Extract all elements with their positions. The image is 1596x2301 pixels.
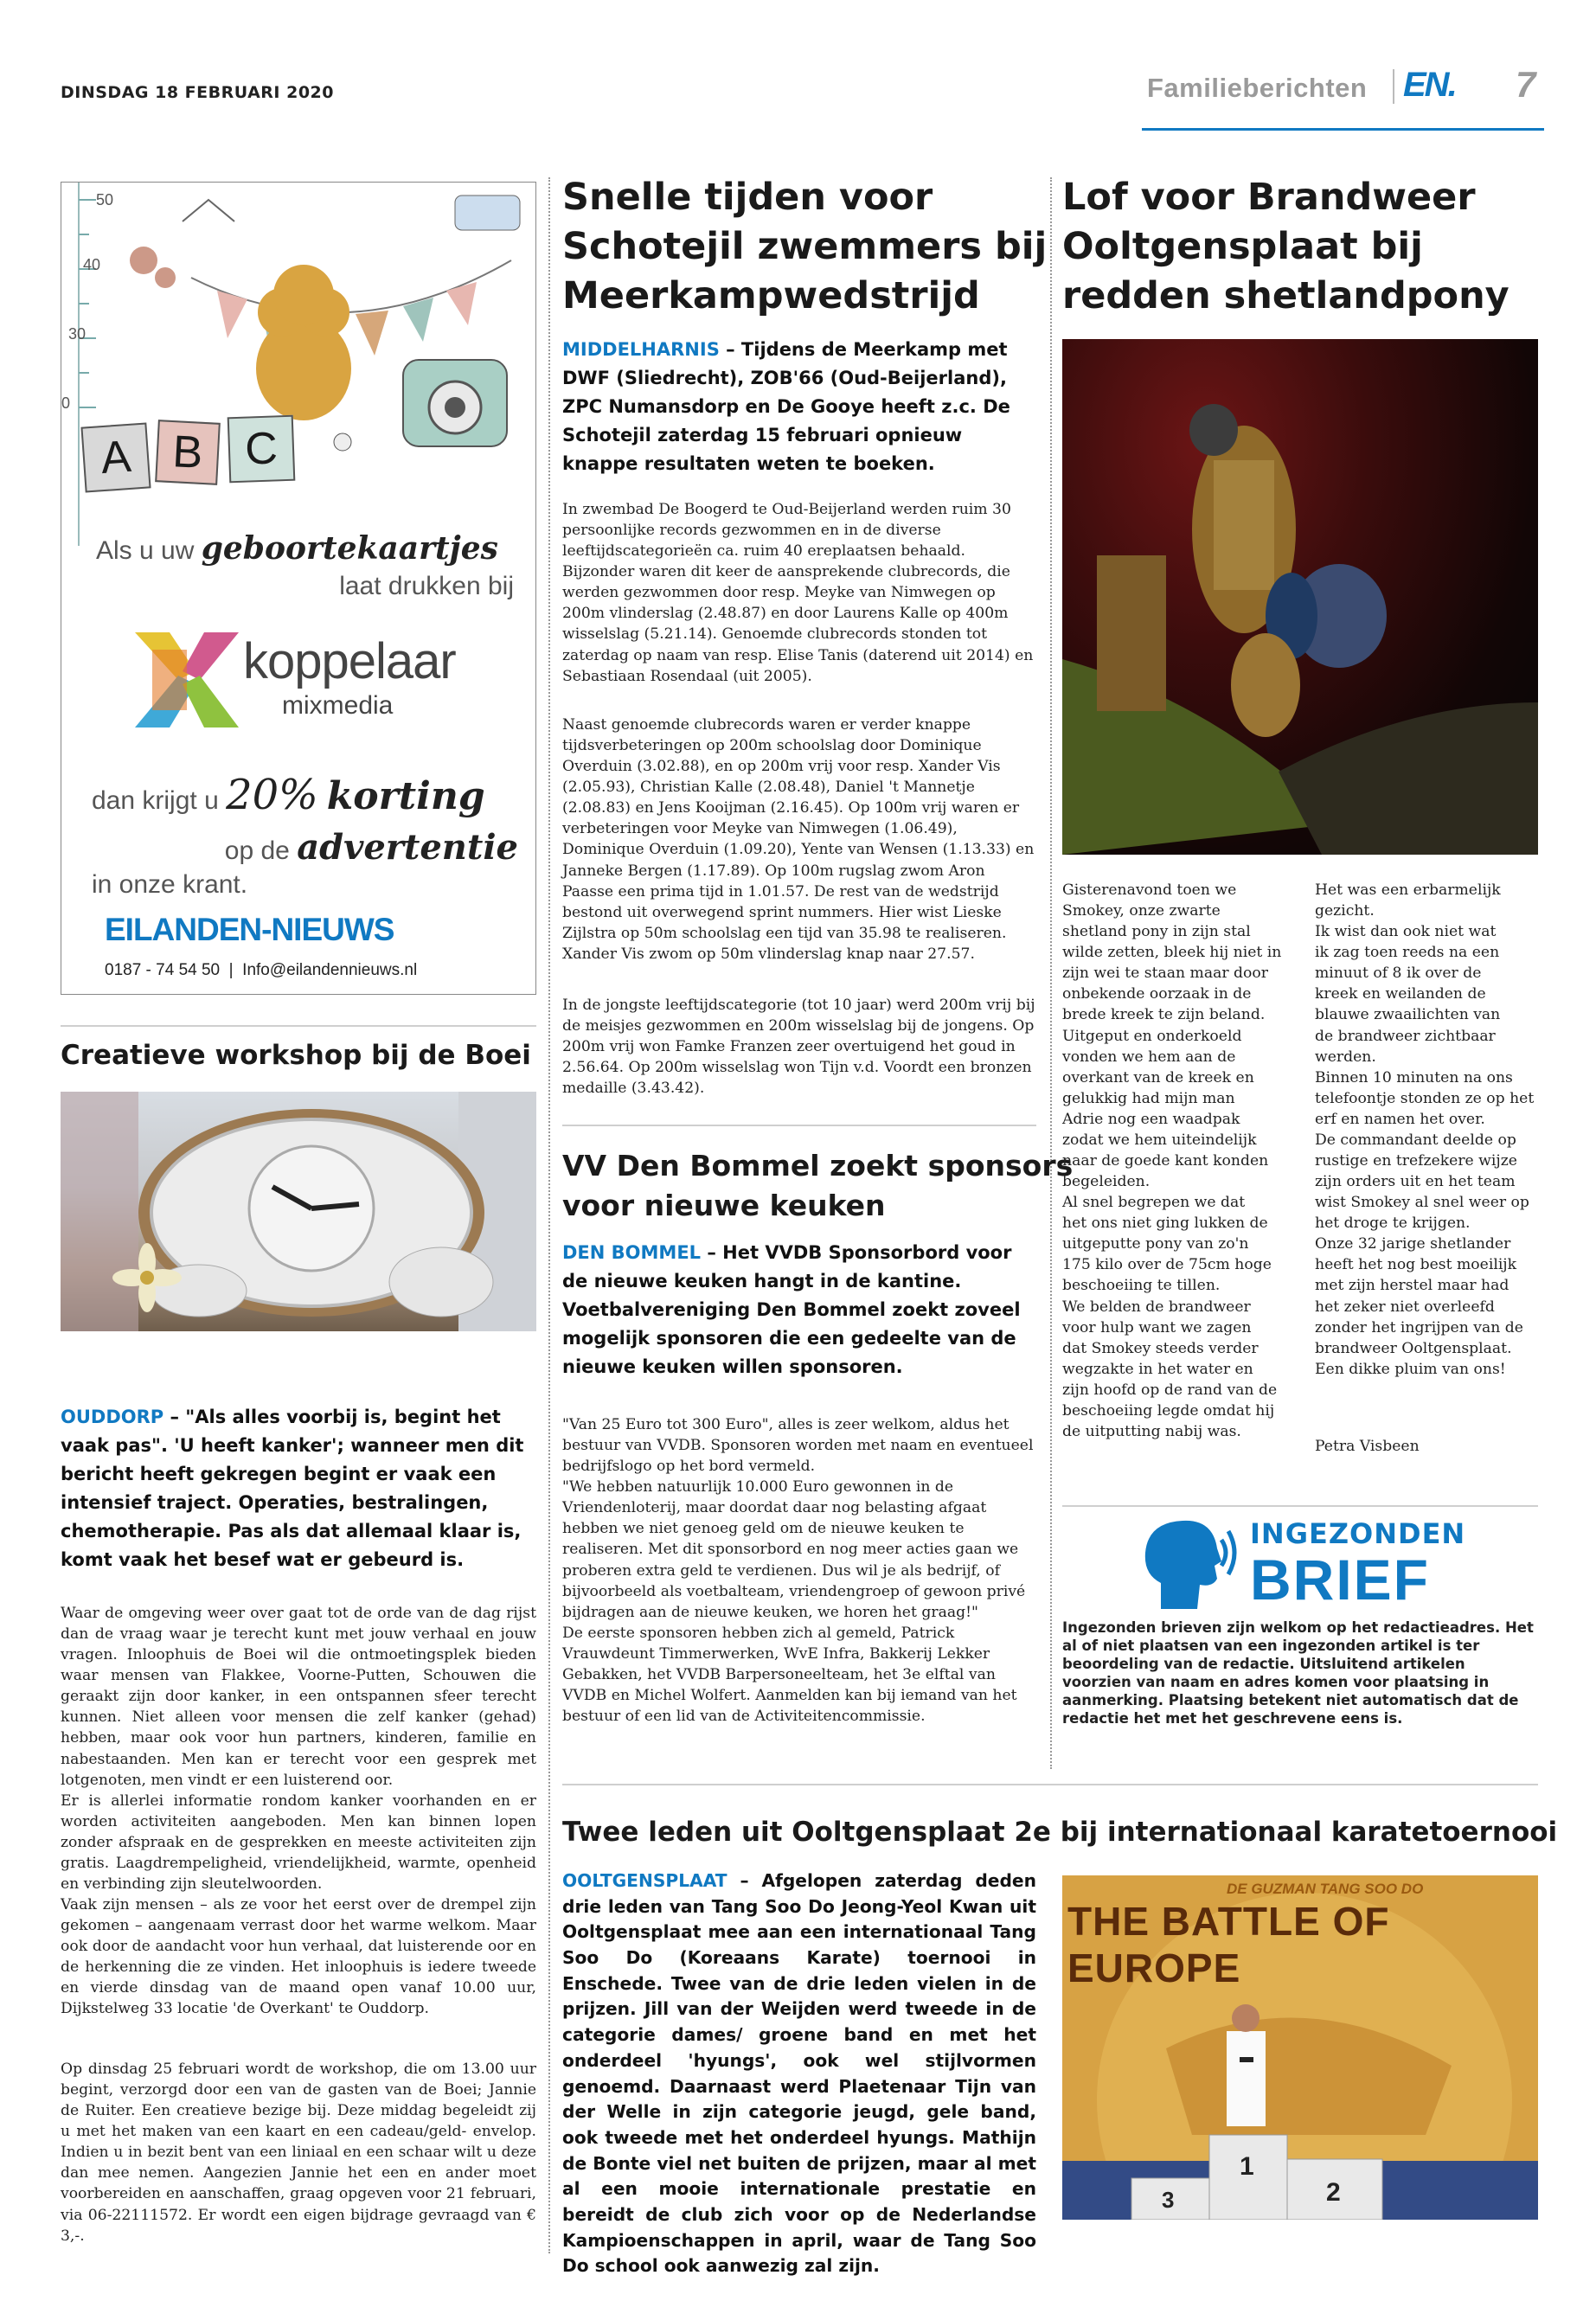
swim-lead-text: – Tijdens de Meerkamp met DWF (Sliedrecht), ZOB'66 (Oud-Beijerland), ZPC Numansdorp en De Gooye heeft z.c. De Schotejil zaterdag 15 februari opnieuw knappe resultaten weten te boeken. — [562, 339, 1010, 474]
pony-rescue-photo — [1062, 339, 1538, 855]
karate-place: OOLTGENSPLAAT — [562, 1870, 727, 1891]
workshop-body-2: Op dinsdag 25 februari wordt de workshop, die om 13.00 uur begint, verzorgd door een van de gasten van de Boei; Jannie de Ruiter. Een creatieve bezige bij. Deze middag begeleidt zij u met het maken van een kaart en een cadeau/geld- envelop. Indien u in bezit bent van een liniaal en een schaar wilt u deze dan mee nemen. Aangezien Jannie het een en ander moet voorbereiden en aanschaffen, graag opgeven voor 21 februari, via 06-22111572. Er wordt een eigen bijdrage gevraagd van € 3,-. — [61, 2061, 536, 2245]
podium-place-1: 1 — [1240, 2152, 1254, 2181]
ad-brand-name: koppelaar — [243, 633, 456, 689]
pony-headline-line1: Lof voor Brandweer — [1062, 176, 1476, 219]
koppelaar-logo-icon — [135, 632, 239, 727]
letters-label-big: BRIEF — [1250, 1548, 1430, 1612]
bommel-headline-line1: VV Den Bommel zoekt sponsors — [562, 1149, 1074, 1183]
ad-contact: 0187 - 74 54 50 | Info@eilandennieuws.nl — [105, 961, 418, 979]
letters-disclaimer: Ingezonden brieven zijn welkom op het redactieadres. Het al of niet plaatsen van een ingezonden artikel is ter beoordeling van de redactie. Uitsluitend artikelen voorzien van naam en adres komen voor plaatsing in aanmerking. Plaatsing betekent niet automatisch dat de redactie het met het geschrevene eens is. — [1062, 1619, 1534, 1727]
workshop-lead-text: – "Als alles voorbij is, begint het vaak pas". 'U heeft kanker'; wanneer men dit bericht heeft gekregen begint er vaak een intensief traject. Operaties, bestralingen, chemotherapie. Pas als dat allemaal klaar is, komt vaak het besef wat er gebeurd is. — [61, 1407, 524, 1570]
ad-discount-word: korting — [326, 774, 485, 818]
bommel-lead — [562, 1239, 1036, 1381]
bommel-headline-line2: voor nieuwe keuken — [562, 1188, 886, 1222]
issue-date: DINSDAG 18 FEBRUARI 2020 — [61, 83, 334, 102]
ad-discount-line3: in onze krant. — [92, 870, 248, 899]
bommel-body: "Van 25 Euro tot 300 Euro", alles is zeer welkom, aldus het bestuur van VVDB. Sponsoren worden met naam en eventueel bedrijfslogo op het bord vermeld. "We hebben natuurlijk 10.000 Euro gewonnen in de Vriendenloterij, maar doordat daar nog belasting afgaat hebben we niet genoeg geld om de nieuwe keuken te realiseren. Met dit sponsorbord en nog meer acties gaan we proberen extra geld te verdienen. Dus wil je als bedrijf, of bijvoorbeeld als voetbalteam, vriendengroep of gewoon privé bijdragen aan de nieuwe keuken, we horen het graag!" De eerste sponsoren hebben zich al gemeld, Patrick Vrauwdeunt Timmerwerken, WvE Infra, Bakkerij Lekker Gebakken, het VVDB Barpersoneelteam, het 3e elftal van VVDB en Michel Wolfert. Aanmelden kan bij iemand van het bestuur of een lid van de Activiteitencommissie. — [562, 1416, 1034, 1726]
column-divider-right — [1050, 177, 1052, 1769]
swim-lead — [562, 336, 1036, 478]
ad-letter-block-b: B — [155, 420, 221, 485]
karate-lead-text: – Afgelopen zaterdag deden drie leden van Tang Soo Do Jeong-Yeol Kwan uit Ooltgensplaat mee aan een internationaal Tang Soo Do (Koreaans Karate) toernooi in Enschede. Twee van de drie leden vielen in de prijzen. Jill van der Weijden werd tweede in de categorie dames/ groene band en met het onderdeel 'hyungs', ook wel stijlvormen genoemd. Daarnaast werd Plaetenaar Tijn van der Welle in zijn categorie jeugd, gele band, ook tweede met het onderdeel hyungs. Mathijn de Bonte viel net buiten de prijzen, maar al met al een mooie internationale prestatie en bereidt de club zich voor op de Nederlandse Kampioenschappen in april, waar de Tang Soo Do school ook aanwezig zal zijn. — [562, 1870, 1036, 2277]
bommel-place: DEN BOMMEL — [562, 1242, 702, 1263]
swim-headline-line2: Schotejil zwemmers bij — [562, 224, 1048, 268]
swim-body-1: In zwembad De Boogerd te Oud-Beijerland werden ruim 30 persoonlijke records gezwommen en in de diverse leeftijdscategorieën ca. ruim 40 ereplaatsen behaald. Bijzonder waren dit keer de aansprekende clubrecords, die werden gezwommen door resp. Meyke van Nimwegen op 200m vlinderslag (2.48.87) en door Laurens Kalle op 400m wisselslag (5.21.14). Genoemde clubrecords stonden tot zaterdag op naam van resp. Elise Tanis (daterend uit 2014) en Sebastiaan Rosendaal (uit 2005). — [562, 501, 1034, 685]
ad-ruler-tick-40: 40 — [83, 256, 101, 273]
pony-body-col1: Gisterenavond toen we Smokey, onze zwarte shetland pony in zijn stal wilde zetten, bleek hij niet in zijn wei te staan maar door onbekende oorzaak in de brede kreek te zijn beland. Uitgeput en onderkoeld vonden we hem aan de overkant van de kreek en gelukkig had mijn man Adrie nog een waadpak zodat we hem uiteindelijk naar de goede kant konden begeleiden. Al snel begrepen we dat het ons niet ging lukken de uitgeputte pony van zo'n 175 kilo over de 75cm hoge beschoeiing te tillen. We belden de brandweer voor hulp want we zagen dat Smokey steeds verder wegzakte in het water en zijn hoofd op de rand van de beschoeiing legde omdat hij de uitputting nabij was. — [1062, 881, 1282, 1441]
header-rule — [1142, 128, 1544, 131]
karate-banner-top: DE GUZMAN TANG SOO DO — [1227, 1881, 1424, 1897]
newspaper-logo: EN. — [1403, 66, 1456, 104]
swim-headline-line1: Snelle tijden voor — [562, 176, 933, 219]
ad-discount-line2-script: advertentie — [297, 827, 518, 868]
bommel-lead-text: – Het VVDB Sponsorbord voor de nieuwe keuken hangt in de kantine. Voetbalvereniging Den Bommel zoekt zoveel mogelijk sponsoren die een gedeelte van de nieuwe keuken willen sponsoren. — [562, 1242, 1021, 1377]
workshop-place: OUDDORP — [61, 1407, 164, 1427]
center-rule-1 — [562, 1125, 1036, 1126]
pony-headline — [1062, 173, 1509, 320]
podium-place-2: 2 — [1326, 2178, 1341, 2207]
pony-headline-line2: Ooltgensplaat bij — [1062, 224, 1423, 268]
column-divider-left — [548, 177, 550, 2253]
speaking-head-icon — [1135, 1514, 1239, 1618]
swim-place: MIDDELHARNIS — [562, 339, 720, 360]
podium-place-3: 3 — [1162, 2187, 1175, 2213]
right-rule-1 — [1062, 1505, 1538, 1507]
left-column-rule — [61, 1025, 536, 1027]
workshop-photo — [61, 1092, 536, 1331]
letters-label-top: INGEZONDEN — [1250, 1517, 1466, 1550]
bommel-headline — [562, 1146, 1073, 1225]
ad-line1: Als u uw — [96, 536, 202, 565]
ad-letter-block-a: A — [80, 422, 151, 492]
pony-headline-line3: redden shetlandpony — [1062, 273, 1509, 317]
swim-headline — [562, 173, 1047, 320]
ad-brand-sub: mixmedia — [282, 691, 394, 720]
ad-ruler-tick-50: 50 — [96, 191, 114, 208]
ad-line2: laat drukken bij — [339, 572, 514, 600]
ad-newspaper-name: EILANDEN-NIEUWS — [105, 912, 394, 947]
karate-headline: Twee leden uit Ooltgensplaat 2e bij internationaal karatetoernooi — [562, 1817, 1558, 1848]
workshop-headline: Creatieve workshop bij de Boei — [61, 1040, 531, 1071]
ad-ruler-tick-0: 0 — [61, 394, 71, 412]
karate-lead — [562, 1868, 1036, 2279]
ad-letter-block-c: C — [228, 415, 296, 484]
ad-ruler-tick-30: 30 — [68, 325, 87, 343]
ad-line1-script: geboortekaartjes — [201, 530, 498, 567]
pony-body-col2: Het was een erbarmelijk gezicht. Ik wist dan ook niet wat ik zag toen reeds na een minuut of 8 ik over de kreek en weilanden de blauwe zwaailichten van de brandweer zichtbaar werden. Binnen 10 minuten na ons telefoontje stonden ze op het erf en namen het over. De commandant deelde op rustige en trefzekere wijze zijn orders uit en het team wist Smokey al snel weer op het droge te krijgen. Onze 32 jarige shetlander heeft het nog best moeilijk met zijn herstel maar had het zeker niet overleefd zonder het ingrijpen van de brandweer Ooltgensplaat. Een dikke pluim van ons! — [1315, 881, 1535, 1378]
header-divider — [1393, 69, 1394, 104]
advertisement[interactable] — [61, 182, 536, 995]
karate-banner-main: THE BATTLE OF EUROPE — [1067, 1899, 1390, 1990]
workshop-lead — [61, 1403, 536, 1574]
ad-discount-prefix: dan krijgt u — [92, 786, 227, 815]
ad-discount-value: 20% — [226, 771, 318, 819]
swim-body-2: Naast genoemde clubrecords waren er verder knappe tijdsverbeteringen op 200m schoolslag door Dominique Overduin (3.02.88), en op 200m vrij voor resp. Xander Vis (2.05.93), Christian Kalle (2.08.48), Daniel 't Mannetje (2.08.83) en Jens Kooijman (2.16.45). Op 100m vrij waren er verbeteringen voor Meyke van Nimwegen (1.06.49), Dominique Overduin (1.09.20), Yente van Wensen (1.13.33) en Janneke Bergen (1.17.89). Op 100m rugslag zwom Aron Paasse een prima tijd in 1.01.57. De rest van de wedstrijd bestond uit overwegend sprint nummers. Hier wist Lieske Zijlstra op 50m schoolslag een tijd van 35.98 te realiseren. Xander Vis zwom op 50m vlinderslag knap naar 27.57. — [562, 716, 1035, 963]
karate-photo — [1062, 1875, 1538, 2220]
swim-body-3: In de jongste leeftijdscategorie (tot 10 jaar) werd 200m vrij bij de meisjes gezwommen en 200m wisselslag bij de jongens. Op 200m vrij won Famke Franzen zeer overtuigend het goud in 2.56.64. Op 200m wisselslag won Tijn v.d. Voordt een bronzen medaille (3.43.42). — [562, 997, 1035, 1098]
bottom-section-rule — [562, 1784, 1538, 1785]
swim-headline-line3: Meerkampwedstrijd — [562, 273, 980, 317]
section-title: Familieberichten — [1147, 73, 1368, 103]
pony-author: Petra Visbeen — [1315, 1438, 1420, 1455]
ad-discount-line2-prefix: op de — [224, 836, 298, 865]
workshop-body-1: Waar de omgeving weer over gaat tot de orde van de dag rijst dan de vraag waar je terecht kunt met jouw verhaal en jouw vragen. Inloophuis de Boei wil die ontmoetingsplek bieden waar mensen van Flakkee, Voorne-Putten, Schouwen die geraakt zijn door kanker, in een ontspannen sfeer terecht kunnen. Niet alleen voor mensen die zelf kanker (gehad) hebben, maar ook voor hun partners, kinderen, familie en nabestaanden. Men kan er terecht voor een gesprek met lotgenoten, men vindt er een luisterend oor. Er is allerlei informatie rondom kanker voorhanden en er worden activiteiten aangeboden. Men kan binnen lopen zonder afspraak en de gesprekken en meeste activiteiten zijn gratis. Laagdrempeligheid, vriendelijkheid, warmte, openheid en verbinding zijn sleutelwoorden. Vaak zijn mensen – als ze voor het eerst over de drempel zijn gekomen – aangenaam verrast door het warme welkom. Maar ook door de aandacht voor hun verhaal, dat luisterende oor en de herkenning die ze vinden. Het inloophuis is iedere tweede en vierde dinsdag van de maand open vanaf 10.00 uur, Dijkstelweg 33 locatie 'de Overkant' te Ouddorp. — [61, 1605, 536, 2018]
page-number: 7 — [1516, 64, 1536, 105]
